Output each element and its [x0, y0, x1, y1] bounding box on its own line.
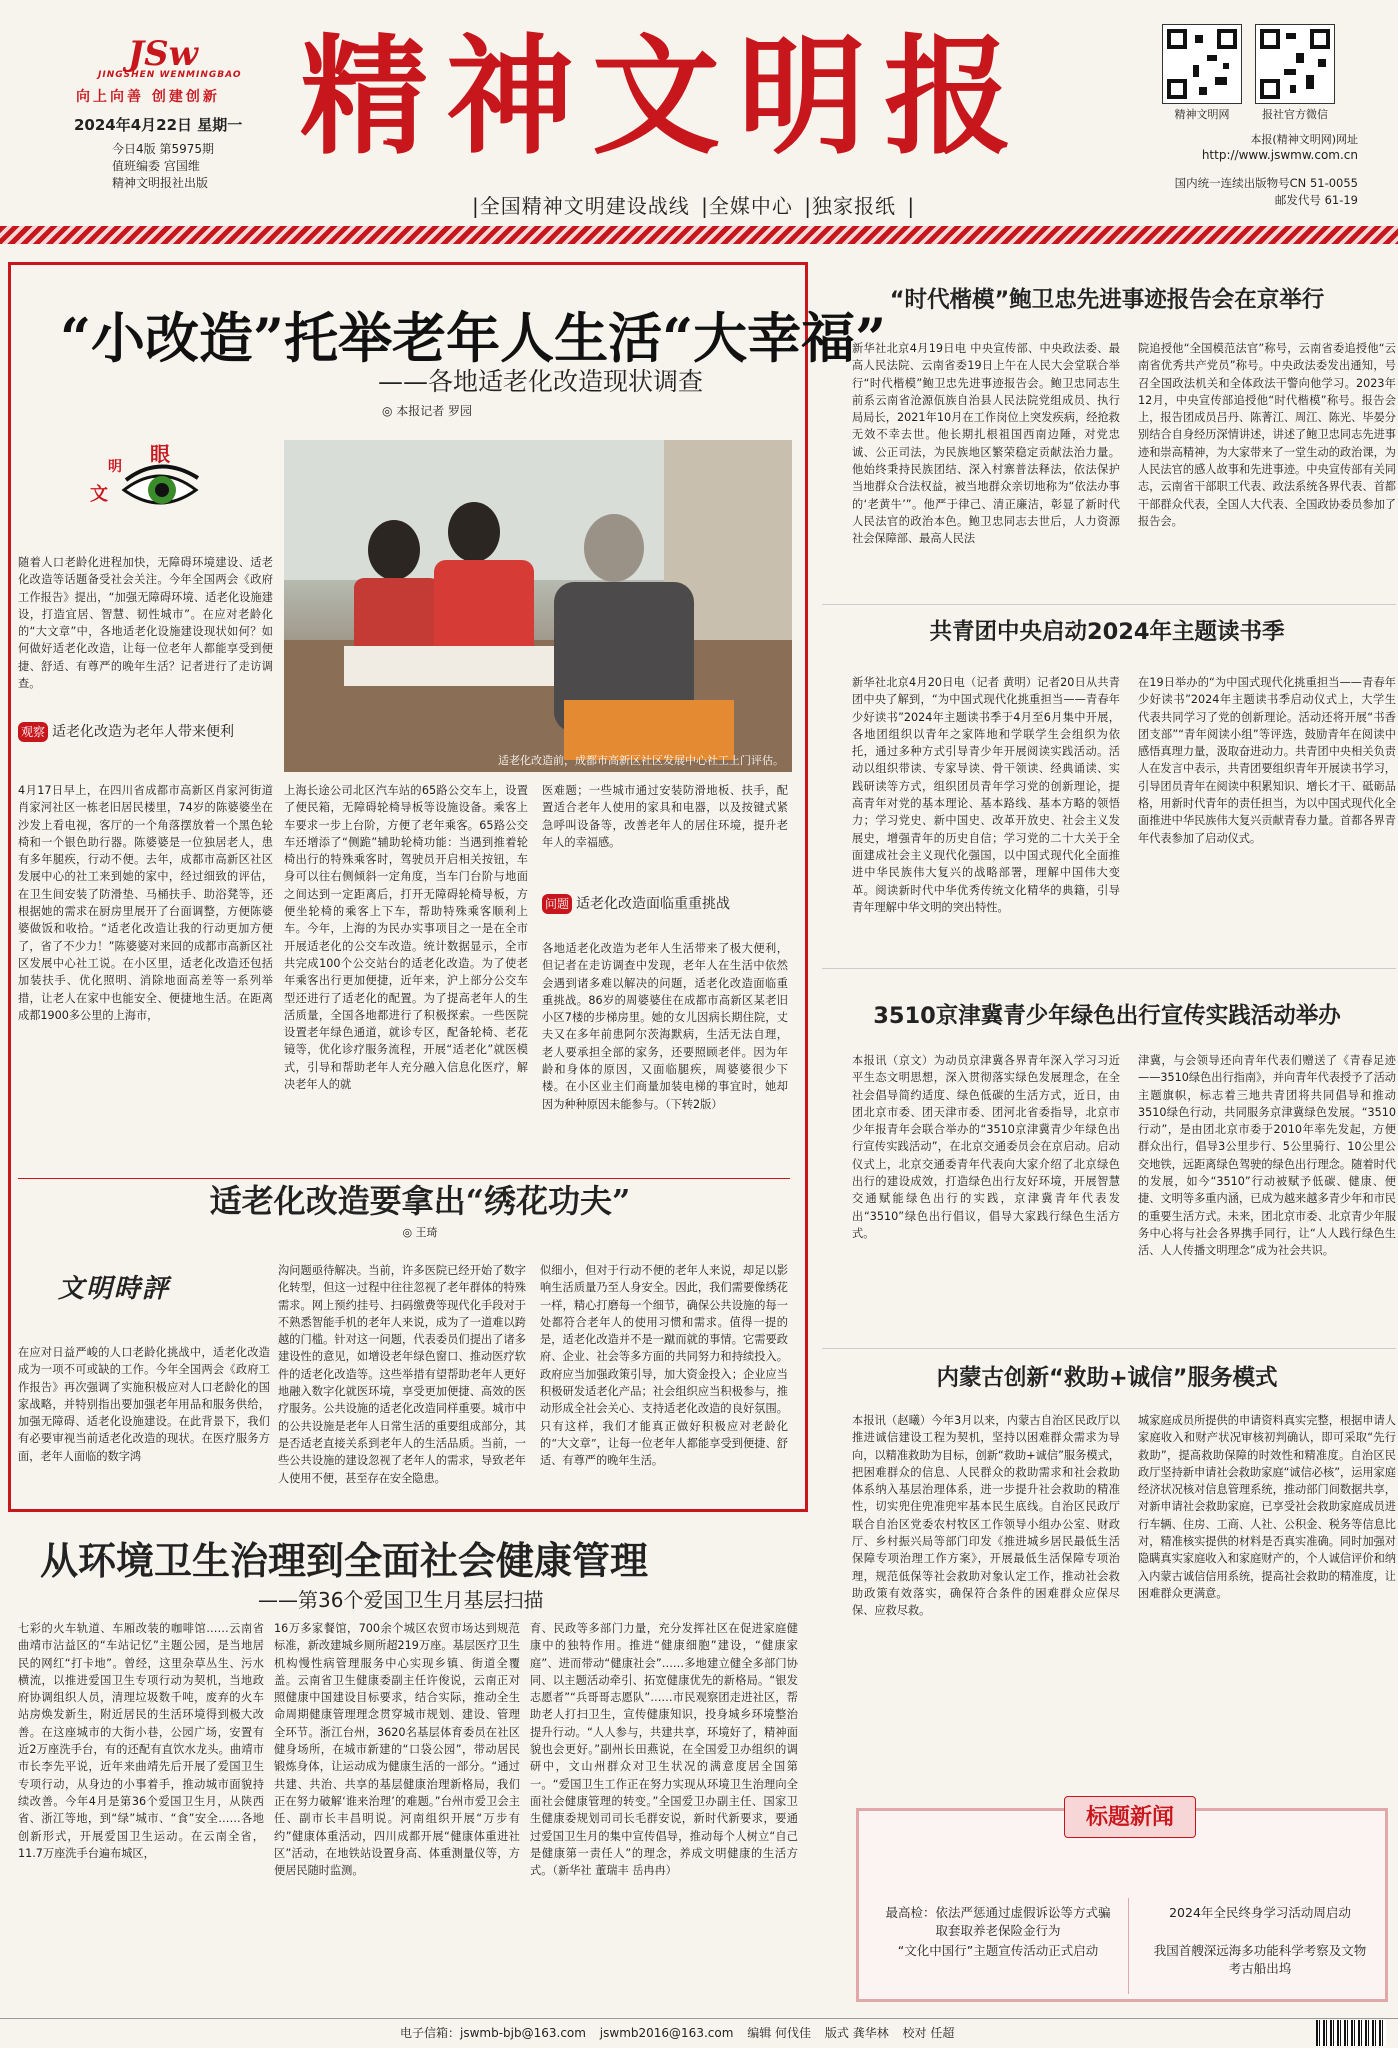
eye-icon [120, 458, 200, 518]
right-article-1-col-1: 新华社北京4月19日电 中央宣传部、中央政法委、最高人民法院、云南省委19日上午在人民大会堂联合举行“时代楷模”鲍卫忠先进事迹报告会。鲍卫忠同志生前系云南省沧源佤族自治县人民法院党组成员、执行局局长，2021年10月在工作岗位上突发疾病，经抢救无效不幸去世。他长期扎根祖国西南边陲，对党忠诚、公正司法，为民族地区繁荣稳定贡献法治力量。他始终秉持民族团结、深入村寨普法释法，依法保护当地群众合法权益，被当地群众亲切地称为“依法办事的‘老黄牛’”。他严于律己、清正廉洁，彰显了新时代人民法官的政治本色。鲍卫忠同志去世后，人力资源社会保障部、最高人民法 [852, 342, 1120, 546]
lead-column-1: 4月17日早上，在四川省成都市高新区肖家河街道肖家河社区一栋老旧居民楼里，74岁的陈婆婆坐在沙发上看电视，客厅的一个角落摆放着一个黑色轮椅和一个银色助行器。陈婆婆是一位独居老人，患有多年腿疾，行动不便。去年，成都市高新区社区发展中心的社工来到她的家中，经过细致的评估，在卫生间安装了防滑垫、马桶扶手、助浴凳等，还根据她的需求在厨房里展开了台面调整，方便陈婆婆做饭和收拾。“适老化改造让我的行动更加方便了，省了不少力！”陈婆婆对来回的成都市高新区社区发展中心社工说。在小区里，适老化改造还包括加装扶手、优化照明、消除地面高差等一系列举措，让老人在家中也能安全、便捷地生活。在距离成都1900多公里的上海市， [18, 784, 273, 1022]
lead-subtitle: ——各地适老化改造现状调查 [378, 367, 704, 396]
logo-pinyin: JINGSHEN WENMINGBAO [98, 70, 242, 80]
right-article-3-col-2: 津冀，与会领导还向青年代表们赠送了《青春足迹——3510绿色出行指南》，并向青年代表授予了活动主题旗帜，标志着三地共青团将共同倡导和推动3510绿色行动，共同服务京津冀绿色发展。“3510行动”，是由团北京市委于2010年率先发起，方便群众出行，倡导3公里步行、5公里骑行、10公里公交地铁，远距离绿色驾驶的绿色出行理念。随着时代的发展，如今“3510”行动被赋予低碳、健康、便捷、文明等多重内涵，已成为越来越多青少年和市民的重要生活方式。未来，团北京市委、北京青少年服务中心将与社会各界携手同行，让“人人践行绿色生活、人人传播文明理念”成为社会共识。 [1138, 1054, 1396, 1258]
issue-info [112, 141, 282, 192]
right-article-1-col-2: 院追授他“全国模范法官”称号，云南省委追授他“云南省优秀共产党员”称号。中央政法委发出通知，号召全国政法机关和全体政法干警向他学习。2023年12月，中央宣传部追授他“时代楷模”称号。报告会上，报告团成员吕丹、陈菁江、周江、陈光、毕晏分别结合自身经历深情讲述，讲述了鲍卫忠同志先进事迹和崇高精神，为大家带来了一堂生动的政治课，为人民法官的感人故事和先进事迹。中央宣传部有关同志，云南省干部职工代表、政法系统各界代表、首都干部群众代表，全国人大代表、全国政协委员参加了报告会。 [1138, 342, 1396, 528]
tagline-item: | [907, 194, 916, 218]
lead-column-3: 医难题；一些城市通过安装防滑地板、扶手，配置适合老年人使用的家具和电器，以及按键式紧急呼叫设备等，改善老年人的居住环境，提升老年人的幸福感。 [542, 784, 788, 849]
column-logo-yan: 眼 [150, 442, 170, 466]
section2-subtitle: ——第36个爱国卫生月基层扫描 [258, 1588, 544, 1612]
right-article-3-headline[interactable]: 3510京津冀青少年绿色出行宣传实践活动举办 [873, 1003, 1341, 1029]
article-divider [822, 1348, 1396, 1349]
article-divider [822, 968, 1396, 969]
tagline [470, 190, 1010, 219]
news-item[interactable]: 2024年全民终身学习活动周启动 [1169, 1905, 1351, 1920]
subhead-tag: 观察 [18, 722, 48, 742]
right-article-2-headline[interactable]: 共青团中央启动2024年主题读书季 [929, 619, 1285, 645]
masthead-divider [0, 226, 1398, 244]
lead-headline[interactable]: “小改造”托举老年人生活“大幸福” [60, 306, 887, 370]
column-logo [90, 438, 210, 518]
footer-divider [0, 2018, 1398, 2019]
lead-column-3b: 各地适老化改造为老年人生活带来了极大便利，但记者在走访调查中发现，老年人在生活中依然会遇到诸多难以解决的问题，适老化改造面临重重挑战。86岁的周婆婆住在成都市高新区某老旧小区7楼的步梯房里。她的女儿因病长期住院，丈夫又在多年前患阿尔茨海默病，生活无法自理，老人要承担全部的家务，还要照顾老伴。因为年龄和身体的原因，又面临腿疾，周婆婆很少下楼。在小区业主们商量加装电梯的事宜时，她却因为种种原因未能参与。（下转2版） [542, 942, 788, 1111]
cn-number: 国内统一连续出版物号CN 51-0055 [1174, 176, 1358, 190]
right-article-4-col-2: 城家庭成员所提供的申请资料真实完整，根据申请人家庭收入和财产状况审核初判确认，即可采取“先行救助”，提高救助保障的时效性和精准度。自治区民政厅坚持新申请社会救助家庭“诚信必核”，运用家庭经济状况核对信息管理系统，推动部门间数据共享，对新申请社会救助家庭，已享受社会救助家庭成员进行车辆、住房、工商、人社、公积金、税务等信息比对，精准核实提供的材料是否真实准确。同时加强对隐瞒真实家庭收入和家庭财产的，个人诚信评价和纳入内蒙古诚信信用系统，提高社会救助的精准度，让困难群众更满意。 [1138, 1414, 1396, 1600]
lead-subhead-observation [18, 722, 273, 762]
issue-date: 2024年4月22日 星期一 [74, 116, 243, 134]
news-photo[interactable] [284, 440, 792, 772]
subhead-text: 适老化改造为老年人带来便利 [52, 724, 235, 740]
right-article-2-col-2: 在19日举办的“为中国式现代化挑重担当——青春年少好读书”2024年主题读书季启动仪式上，大学生代表共同学习了党的创新理论。活动还将开展“书香团支部”“青年阅读小组”等评选，鼓励青年在阅读中感悟真理力量，汲取奋进动力。共青团中央相关负责人在发言中表示，共青团要组织青年开展读书学习，引导团员青年在阅读中积累知识、增长才干、砥砺品格，用新时代青年的责任担当，为以中国式现代化全面推进中华民族伟大复兴贡献青春力量。首都各界青年代表参加了启动仪式。 [1138, 676, 1396, 845]
wechat-qr-label: 报社官方微信 [1262, 108, 1328, 121]
lead-column-2: 上海长途公司北区汽车站的65路公交车上，设置了便民箱，无障碍轮椅导板等设施设备。乘客上车要求一步上台阶，方便了老年乘客。65路公交车还增添了“侧跪”辅助轮椅功能：当遇到推着轮椅出行的特殊乘客时，驾驶员开启相关按钮，车身可以往右侧倾斜一定角度，当车门台阶与地面之间达到一定距离后，打开无障碍轮椅导板，方便坐轮椅的乘客上下车，帮助特殊乘客顺利上车。今年，上海的为民办实事项目之一是在全市开展适老化的公交车改造。统计数据显示，全市共完成100个公交站台的适老化改造。为了使老年乘客出行更加便捷，近年来，沪上部分公交车型还进行了适老化的配置。为了提高老年人的生活质量，全国各地都进行了积极探索。一些医院设置老年绿色通道，就诊专区，配备轮椅、老花镜等，优化诊疗服务流程，开展“适老化”就医模式，引导和帮助老年人充分融入信息化医疗，解决老年人的就 [284, 784, 528, 1092]
site-url[interactable]: http://www.jswmw.com.cn [1201, 148, 1358, 162]
footer-editor: 编辑 何伐佳 [747, 2026, 812, 2040]
subhead-tag: 问题 [542, 894, 572, 914]
postal-code: 邮发代号 61-19 [1274, 193, 1358, 207]
photo-caption: 适老化改造前，成都市高新区社区发展中心社工上门评估。 [498, 754, 784, 767]
commentary-column-1: 在应对日益严峻的人口老龄化挑战中，适老化改造成为一项不可或缺的工作。今年全国两会《政府工作报告》再次强调了实施积极应对人口老龄化的国家战略，并特别指出要加强老年用品和服务供给，加强无障碍、适老化设施建设。在此背景下，我们有必要审视当前适老化改造的现状。在医疗服务方面，老年人面临的数字鸿 [18, 1346, 270, 1463]
news-item[interactable]: 最高检：依法严惩通过虚假诉讼等方式骗取套取养老保险金行为 [885, 1905, 1111, 1938]
section2-column-1: 七彩的火车轨道、车厢改装的咖啡馆……云南省曲靖市沾益区的“车站记忆”主题公园，是当地居民的网红“打卡地”。曾经，这里杂草丛生、污水横流，以推进爱国卫生专项行动为契机，当地政府协调组织人员，清理垃圾数千吨，废弃的火车站房焕发新生，附近居民的生活环境得到极大改善。在这座城市的大街小巷，公园广场，安置有近2万座洗手台，有的还配有直饮水龙头。曲靖市市长李先平说，近年来曲靖先后开展了爱国卫生专项行动，从身边的小事着手，推动城市面貌持续改善。今年4月是第36个爱国卫生月，从陕西省、浙江等地，到“绿”城市、“食”安全……各地创新形式，开展爱国卫生运动。在云南全省，11.7万座洗手台遍布城区， [18, 1622, 264, 1860]
news-item[interactable]: 我国首艘深远海多功能科学考察及文物考古船出坞 [1153, 1943, 1367, 1976]
news-divider [1128, 1898, 1129, 1994]
masthead [0, 0, 1398, 258]
publisher: 精神文明报社出版 [112, 176, 209, 190]
photo-illustration [284, 440, 792, 772]
headline-news-tab: 标题新闻 [1064, 1796, 1196, 1838]
right-article-2-col-1: 新华社北京4月20日电（记者 黄明）记者20日从共青团中央了解到，“为中国式现代化挑重担当——青春年少好读书”2024年主题读书季于4月至6月集中开展，各地团组织以青年之家阵地和学联学生会组织为依托，通过多种方式引导青少年开展阅读实践活动。活动以组织带读、专家导读、骨干领读、经典诵读、实践研读等方式，组织团员青年学习党的创新理论，提高青年对党的基本理论、基本路线、基本方略的领悟力；学习党史、新中国史、改革开放史、社会主义发展史，增强青年的历史自信；学习党的二十大关于全面建成社会主义现代化强国，以中国式现代化全面推进中华民族伟大复兴的战略部署，理解中国伟大变革。阅读新时代中华优秀传统文化精华的典籍，引导青年理解中华文明的突出特性。 [852, 676, 1120, 914]
lead-byline: ◎ 本报记者 罗园 [381, 404, 473, 418]
issue-number: 今日4版 第5975期 [112, 142, 214, 156]
website-qr-code-icon[interactable] [1162, 24, 1242, 104]
site-label: 本报(精神文明网)网址 [1250, 133, 1358, 146]
footer-email-2[interactable]: jswmb2016@163.com [599, 2026, 734, 2040]
section2-column-3: 育、民政等多部门力量，充分发挥社区在促进家庭健康中的独特作用。推进“健康细胞”建设，“健康家庭”、进而带动“健康社会”……多地建立健全多部门协同、以主题活动牵引、拓宽健康优先的新格局。“银发志愿者”“兵哥哥志愿队”……市民观察团走进社区，帮助老人打扫卫生，宣传健康知识，投身城乡环境整治提升行动。“人人参与，共建共享，环境好了，精神面貌也会更好。”副州长田燕说，在全国爱卫办组织的调研中，文山州群众对卫生状况的满意度居全国第一。“爱国卫生工作正在努力实现从环境卫生治理向全面社会健康管理的转变。”全国爱卫办副主任、国家卫生健康委规划司司长毛群安说，新时代新要求，要通过爱国卫生月的集中宣传倡导，推动每个人树立“自己是健康第一责任人”的理念，养成文明健康的生活方式。（新华社 董瑞丰 岳冉冉） [530, 1622, 798, 1878]
website-qr-label: 精神文明网 [1174, 108, 1230, 121]
right-article-4-headline[interactable]: 内蒙古创新“救助+诚信”服务模式 [936, 1365, 1278, 1391]
commentary-byline: ◎ 王琦 [402, 1226, 438, 1239]
section2-headline[interactable]: 从环境卫生治理到全面社会健康管理 [40, 1538, 649, 1583]
section2-column-2: 16万多家餐馆，700余个城区农贸市场达到规范标准，新改建城乡厕所超219万座。基层医疗卫生机构慢性病管理服务中心实现乡镇、街道全覆盖。云南省卫生健康委副主任许俊说，云南正对照健康中国建设目标要求，结合实际，推动全生命周期健康管理理念贯穿城市规划、建设、管理全环节。浙江台州，3620名基层体育委员在社区健身场所，在城市新建的“口袋公园”，带动居民锻炼身体，让运动成为健康生活的一部分。“通过共建、共治、共享的基层健康治理新格局，我们正在努力破解‘谁来治理’的难题。”台州市爱卫会主任、副市长丰昌明说。河南组织开展“万步有约”健康体重活动，四川成都开展“健康体重进社区”活动，在地铁站设置身高、体重测量仪等，方便居民随时监测。 [274, 1622, 520, 1878]
article-divider [822, 604, 1396, 605]
right-article-1-headline[interactable]: “时代楷模”鲍卫忠先进事迹报告会在京举行 [889, 287, 1325, 313]
right-article-4-col-1: 本报讯（赵曦）今年3月以来，内蒙古自治区民政厅以推进诚信建设工程为契机，坚持以困难群众需求为导向，以精准救助为目标，创新“救助+诚信”服务模式，把困难群众的信息、人民群众的救助需求和社会救助体系纳入基层治理体系，进一步提升社会救助的精准性，切实兜住兜准兜牢基本民生底线。自治区民政厅联合自治区党委农村牧区工作领导小组办公室、财政厅、乡村振兴局等部门印发《推进城乡居民最低生活保障专项治理工作方案》，开展最低生活保障专项治理，规范低保等社会救助对象认定工作，推动社会救助政策有效落实，确保符合条件的困难群众应保尽保、应救尽救。 [852, 1414, 1120, 1618]
column-logo-wen: 文 [90, 484, 108, 505]
footer-email[interactable]: 电子信箱：jswmb-bjb@163.com [400, 2026, 586, 2040]
column-logo-ming: 明 [108, 459, 122, 475]
lead-subhead-problem [542, 894, 788, 934]
right-article-3-col-1: 本报讯（京文）为动员京津冀各界青年深入学习习近平生态文明思想，深入贯彻落实绿色发展理念，在全社会倡导简约适度、绿色低碳的生活方式，近日，由团北京市委、团天津市委、团河北省委指导，北京市少年报青年会联合举办的“3510京津冀青少年绿色出行宣传实践活动”，在北京交通委员会在京启动。启动仪式上，北京交通委青年代表向大家介绍了北京绿色出行的建设成效，打造绿色出行友好环境，开展智慧交通赋能绿色出行的实践，京津冀青年代表发出“3510”绿色出行倡议，倡导大家践行绿色生活方式。 [852, 1054, 1120, 1240]
lead-intro: 随着人口老龄化进程加快，无障碍环境建设、适老化改造等话题备受社会关注。今年全国两会《政府工作报告》提出，“加强无障碍环境、适老化设施建设，打造宜居、智慧、韧性城市”。在应对老龄化的“大文章”中，各地适老化设施建设现状如何？如何做好适老化改造，让每一位老年人都能享受到便捷、舒适、有尊严的晚年生活？记者进行了走访调查。 [18, 556, 273, 691]
footer-proof: 校对 任超 [902, 2026, 955, 2040]
slogan: 向上向善 创建创新 [76, 89, 220, 105]
duty-editor: 值班编委 宫国维 [112, 159, 200, 173]
subhead-text: 适老化改造面临重重挑战 [576, 896, 731, 912]
footer-layout: 版式 龚华林 [824, 2026, 889, 2040]
wechat-qr-code-icon[interactable] [1255, 24, 1335, 104]
commentary-column-3: 似细小，但对于行动不便的老年人来说，却足以影响生活质量乃至人身安全。因此，我们需要像绣花一样，精心打磨每一个细节，确保公共设施的每一处都符合老年人的使用习惯和需求。值得一提的是，适老化改造并不是一蹴而就的事情。它需要政府、企业、社会等多方面的共同努力和持续投入。政府应当加强政策引导，加大资金投入；企业应当积极研发适老化产品；社会组织应当积极参与，推动形成全社会关心、支持适老化改造的良好氛围。只有这样，我们才能真正做好积极应对老龄化的“大文章”，让每一位老年人都能享受到便捷、舒适、有尊严的晚年生活。 [540, 1264, 788, 1468]
commentary-column-badge: 文明時評 [58, 1274, 171, 1304]
commentary-headline[interactable]: 适老化改造要拿出“绣花功夫” [209, 1182, 631, 1220]
tagline-item: |独家报纸 [804, 194, 896, 218]
newspaper-logo: JSw [128, 34, 198, 74]
barcode-icon [1316, 2020, 1386, 2046]
newspaper-title: 精神文明报 [300, 22, 1031, 172]
commentary-column-2: 沟问题亟待解决。当前，许多医院已经开始了数字化转型，但这一过程中往往忽视了老年群体的特殊需求。网上预约挂号、扫码缴费等现代化手段对于不熟悉智能手机的老年人来说，成为了一道难以跨越的门槛。针对这一问题，代表委员们提出了诸多建设性的意见，如增设老年绿色窗口、推动医疗软件的适老化改造等。这些举措有望帮助老年人更好地融入数字化就医环境，享受更加便捷、高效的医疗服务。公共设施的适老化改造同样重要。城市中的公共设施是老年人日常生活的重要组成部分，其是否适老直接关系到老年人的生活品质。当前，一些公共设施的建设忽视了老年人的需求，导致老年人使用不便，甚至存在安全隐患。 [278, 1264, 526, 1485]
tagline-item: |全国精神文明建设战线 [472, 194, 690, 218]
tagline-item: |全媒中心 [701, 194, 793, 218]
footer [400, 2024, 1100, 2041]
news-item[interactable]: “文化中国行”主题宣传活动正式启动 [897, 1943, 1099, 1958]
